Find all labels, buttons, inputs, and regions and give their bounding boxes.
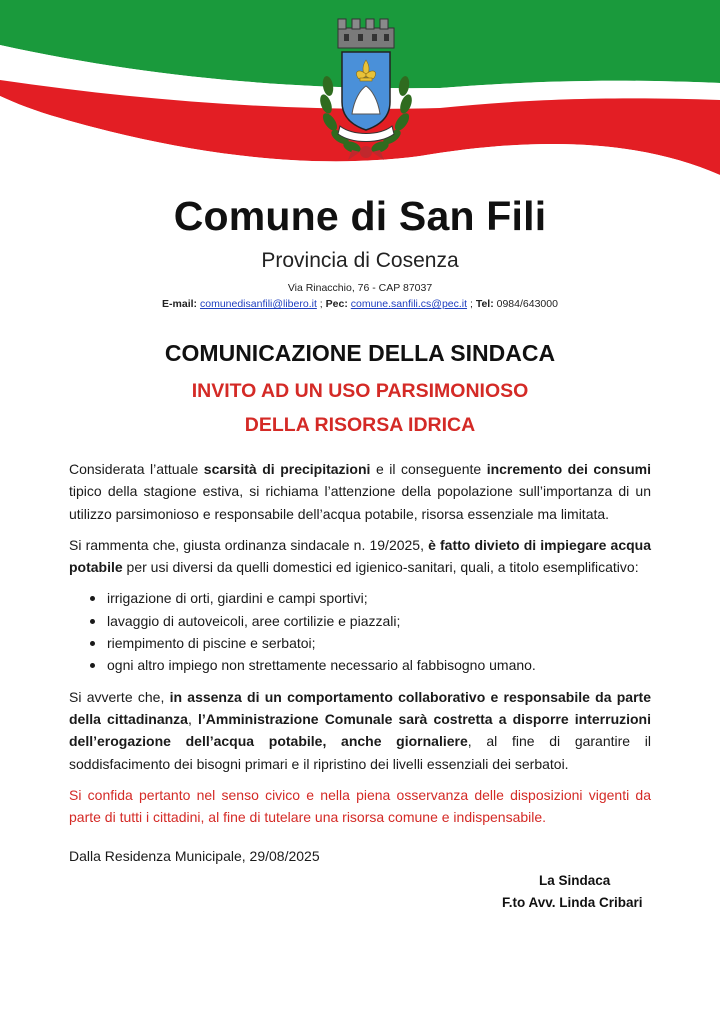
email-link[interactable]: comunedisanfili@libero.it <box>199 298 317 310</box>
separator: ; <box>467 298 476 310</box>
list-item: ogni altro impiego non strettamente necessario al fabbisogno umano. <box>69 654 651 676</box>
emphasis-text: incremento dei consumi <box>486 461 651 477</box>
emphasis-text: è fatto divieto di impiegare acqua potabile <box>69 536 652 576</box>
list-item: riempimento di piscine e serbatoi; <box>69 632 651 654</box>
pec-label: Pec: <box>325 298 348 310</box>
address: Via Rinacchio, 76 - CAP 87037 <box>287 282 433 294</box>
paragraph-appeal: Si confida pertanto nel senso civico e nella piena osservanza delle disposizioni vigenti da parte di tutti i cittadini, al fine di tutelare una risorsa comune e indispensabile. <box>69 786 651 826</box>
notice-subtitle-line2: DELLA RISORSA IDRICA <box>244 414 476 436</box>
signature-block <box>460 870 690 914</box>
municipality-title: Comune di San Fili <box>173 193 547 239</box>
signatory-name: F.to Avv. Linda Cribari <box>502 895 643 910</box>
text: , al fine di garantire il soddisfacimento dei bisogni primari e il ripristino dei livelli essenziali dei serbatoi. <box>69 733 651 772</box>
text: tipico della stagione estiva, si richiama l’attenzione della popolazione sull’importanza di un utilizzo parsimonioso e responsabile dell’acqua potabile, risorsa essenziale ma limitata. <box>69 483 651 522</box>
notice-subtitle-line1: INVITO AD UN USO PARSIMONIOSO <box>191 380 529 402</box>
emphasis-text: l’Amministrazione Comunale sarà costretta a disporre interruzioni dell’erogazione dell’acqua potabile, anche giornaliere <box>69 710 651 750</box>
emphasis-text: in assenza di un comportamento collaborativo e responsabile da parte della cittadinanza <box>69 688 651 727</box>
pec-link[interactable]: comune.sanfili.cs@pec.it <box>350 298 468 310</box>
notice-heading: COMUNICAZIONE DELLA SINDACA <box>164 340 556 366</box>
contact-line <box>0 298 720 310</box>
notice-body <box>69 458 651 877</box>
text: Si avverte che, <box>69 688 170 705</box>
paragraph-ordinance <box>69 534 651 579</box>
text: Considerata l’attuale <box>69 461 204 477</box>
date-line: Dalla Residenza Municipale, 29/08/2025 <box>69 848 320 865</box>
text: e il conseguente <box>370 461 487 477</box>
separator: ; <box>316 298 326 310</box>
text: , <box>187 710 198 727</box>
signatory-role: La Sindaca <box>539 873 611 888</box>
crown-icon <box>338 19 394 48</box>
paragraph-drought <box>69 458 651 525</box>
list-item: irrigazione di orti, giardini e campi sportivi; <box>69 587 651 609</box>
email-label: E-mail: <box>162 298 198 310</box>
list-item: lavaggio di autoveicoli, aree cortilizie e piazzali; <box>69 610 651 632</box>
phone-number: 0984/643000 <box>496 298 558 310</box>
text: per usi diversi da quelli domestici ed igienico-sanitari, quali, a titolo esemplificativo: <box>122 559 639 576</box>
coat-of-arms-icon <box>312 14 420 164</box>
province-name: Provincia di Cosenza <box>261 249 459 272</box>
paragraph-warning <box>69 686 651 775</box>
prohibited-uses-list <box>69 587 651 676</box>
text: Si rammenta che, giusta ordinanza sindacale n. 19/2025, <box>69 536 429 553</box>
tel-label: Tel: <box>475 298 494 310</box>
emphasis-text: scarsità di precipitazioni <box>203 461 371 477</box>
